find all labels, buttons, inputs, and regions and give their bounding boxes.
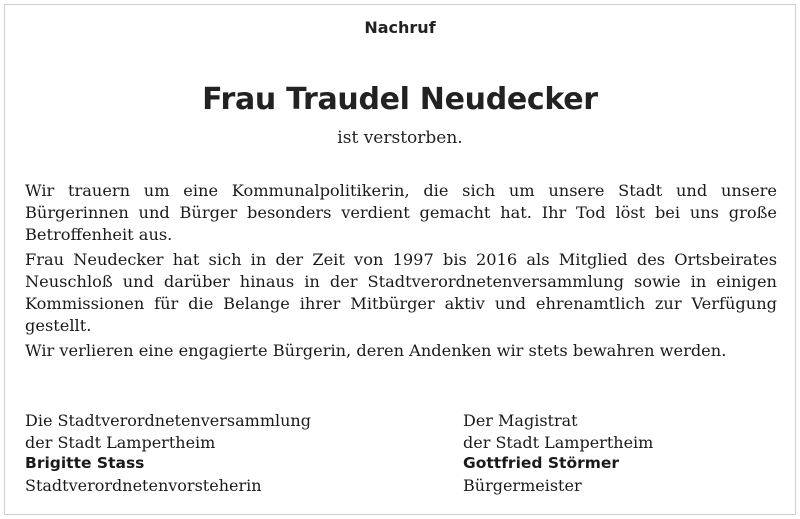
signature-block-right — [463, 410, 653, 496]
body-paragraph: Frau Neudecker hat sich in der Zeit von 1997 bis 2016 als Mitglied des Ortsbeirates Neuschloß und darüber hinaus in der Stadtverordnetenversammlung sowie in einigen Kommissionen für die Belange ihrer Mitbürger aktiv und ehrenamtlich zur Verfügung gestellt. — [25, 250, 777, 335]
signature-block-left — [25, 410, 311, 496]
signature-org-line: Die Stadtverordnetenversammlung — [25, 411, 311, 430]
deceased-name: Frau Traudel Neudecker — [202, 82, 598, 117]
signature-person: Brigitte Stass — [25, 454, 145, 472]
notice-subtitle: ist verstorben. — [337, 128, 463, 148]
signature-org-line: der Stadt Lampertheim — [463, 432, 654, 452]
notice-body — [25, 180, 777, 365]
body-paragraph: Wir trauern um eine Kommunalpolitikerin, die sich um unsere Stadt und unsere Bürgerinnen und Bürger besonders verdient gemacht hat. Ihr Tod löst bei uns große Betroffenheit aus. — [25, 181, 777, 244]
signature-role: Stadtverordnetenvorsteherin — [25, 475, 262, 495]
signature-person: Gottfried Störmer — [463, 454, 620, 472]
signature-org-line: der Stadt Lampertheim — [25, 432, 216, 452]
body-paragraph: Wir verlieren eine engagierte Bürgerin, deren Andenken wir stets bewahren werden. — [25, 341, 727, 360]
notice-heading: Nachruf — [364, 18, 436, 37]
signature-org-line: Der Magistrat — [463, 411, 578, 430]
signature-role: Bürgermeister — [463, 475, 582, 495]
